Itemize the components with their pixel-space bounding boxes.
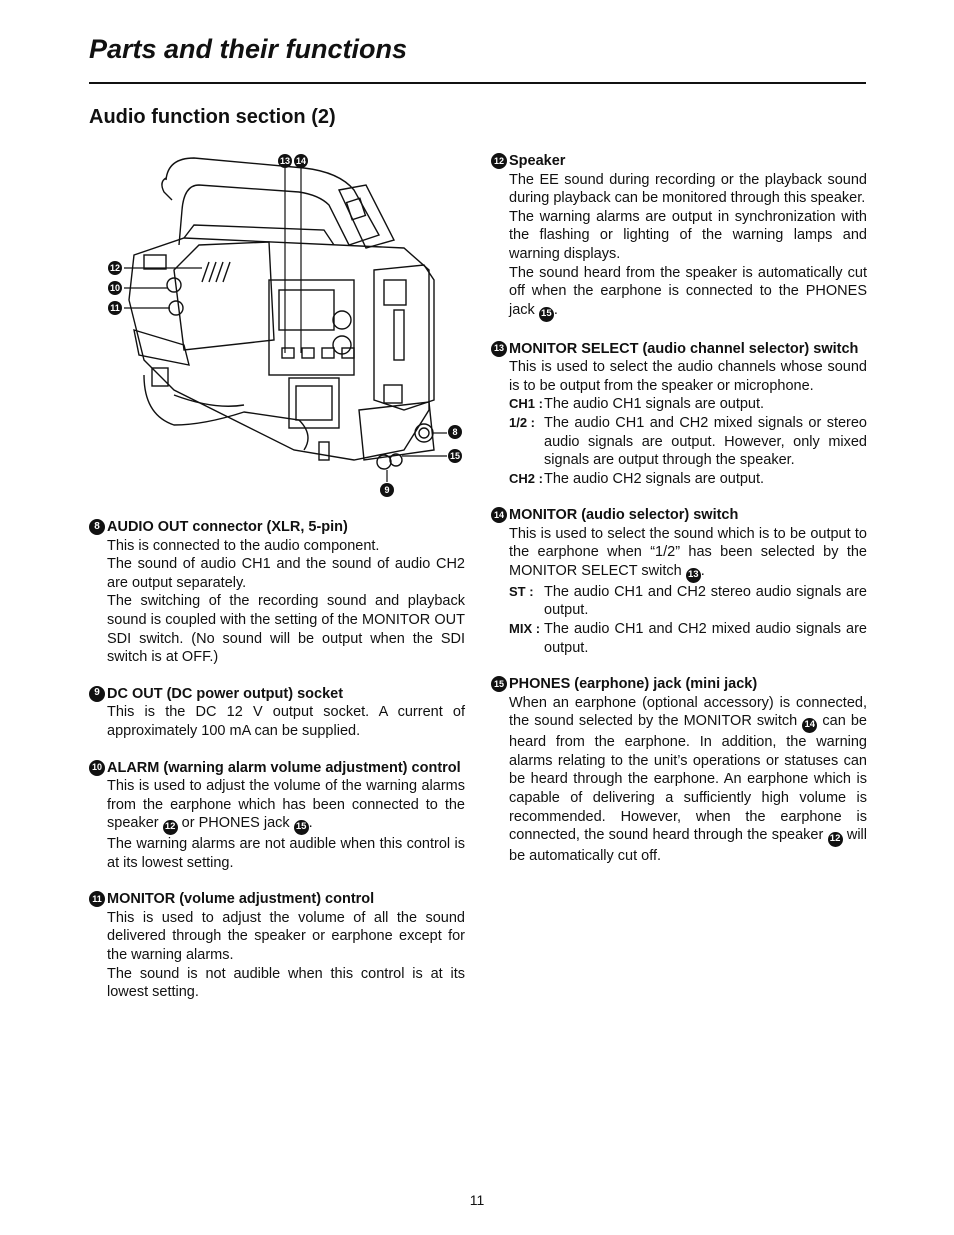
- item-paragraph: The switching of the recording sound and playback sound is coupled with the setting of the MONITOR OUT SDI switch. (No sound will be output when the SDI switch is at OFF.): [107, 593, 465, 666]
- item-paragraph: The warning alarms are not audible when this control is at its lowest setting.: [107, 836, 465, 871]
- item-paragraph: The EE sound during recording or the playback sound during playback can be monitored through this speaker.: [509, 171, 867, 207]
- callout-14: 14: [295, 156, 307, 166]
- camera-illustration: [104, 150, 470, 500]
- item-title: Speaker: [509, 153, 566, 169]
- item-number: 10: [89, 760, 105, 776]
- item-title: DC OUT (DC power output) socket: [107, 685, 344, 702]
- item-monitor-select: [491, 340, 867, 489]
- item-paragraph: This is the DC 12 V output socket. A current of approximately 100 mA can be supplied.: [107, 704, 465, 739]
- item-number: 13: [491, 341, 507, 357]
- item-paragraph: The sound is not audible when this control is at its lowest setting.: [107, 965, 465, 1001]
- ref-number: 12: [163, 820, 178, 835]
- left-column: [89, 518, 465, 1020]
- item-phones: [491, 675, 867, 865]
- callout-12: 12: [109, 263, 121, 273]
- item-paragraph: This is used to select the sound which is to be output to the earphone when “1/2” has been selected by the MONITOR SELECT switch 13 .: [509, 525, 867, 583]
- item-title: ALARM (warning alarm volume adjustment) control: [107, 759, 461, 776]
- item-number: 12: [491, 153, 507, 169]
- item-number: 8: [89, 519, 105, 535]
- ref-number: 15: [294, 820, 309, 835]
- item-number: 14: [491, 507, 507, 523]
- item-number: 11: [89, 891, 105, 907]
- page-number: 11: [469, 1192, 485, 1208]
- ref-number: 14: [802, 718, 817, 733]
- option-row: CH1 : The audio CH1 signals are output.: [509, 396, 765, 413]
- item-title: MONITOR SELECT (audio channel selector) switch: [509, 340, 859, 357]
- callout-8: 8: [452, 427, 458, 437]
- item-paragraph: The sound heard from the speaker is automatically cut off when the earphone is connected to the PHONES jack 15 .: [509, 264, 867, 322]
- item-paragraph: When an earphone (optional accessory) is connected, the sound selected by the MONITOR switch 14 can be heard from the earphone. In addition, the warning alarms relating to the unit’s operations or statuses can be heard through the earphone. An earphone which is capable of delivering a sufficiently high volume is recommended. However, when the earphone is connected, the sound heard through the speaker 12 will be automatically cut off.: [509, 694, 867, 864]
- item-alarm: [89, 759, 465, 873]
- section-title: Audio function section (2): [89, 106, 336, 128]
- callout-10: 10: [109, 283, 121, 293]
- item-number: 9: [89, 686, 105, 702]
- camera-drawing: [104, 150, 470, 500]
- item-paragraph: This is used to select the audio channels whose sound is to be output from the speaker or microphone.: [509, 359, 867, 394]
- item-monitor-volume: [89, 890, 465, 1002]
- option-row: ST : The audio CH1 and CH2 stereo audio signals are output.: [509, 583, 867, 619]
- item-paragraph: The sound of audio CH1 and the sound of audio CH2 are output separately.: [107, 556, 465, 591]
- page-title: Parts and their functions: [89, 34, 408, 64]
- ref-number: 12: [828, 832, 843, 847]
- callout-9: 9: [384, 485, 390, 495]
- callout-15: 15: [449, 451, 461, 461]
- item-title: PHONES (earphone) jack (mini jack): [509, 676, 758, 693]
- item-title: MONITOR (volume adjustment) control: [107, 891, 375, 908]
- option-row: MIX : The audio CH1 and CH2 mixed audio signals are output.: [509, 621, 867, 656]
- item-title: AUDIO OUT connector (XLR, 5-pin): [107, 519, 348, 535]
- option-row: CH2 : The audio CH2 signals are output.: [509, 470, 765, 487]
- item-monitor-switch: [491, 506, 867, 657]
- right-column: [491, 152, 867, 884]
- item-number: 15: [491, 676, 507, 692]
- item-paragraph: This is connected to the audio component.: [107, 537, 380, 554]
- ref-number: 15: [539, 307, 554, 322]
- item-title: MONITOR (audio selector) switch: [509, 507, 739, 524]
- item-audio-out: [89, 518, 465, 667]
- callout-11: 11: [110, 303, 120, 313]
- title-rule: [89, 82, 866, 84]
- item-speaker: [491, 152, 867, 322]
- item-paragraph: This is used to adjust the volume of all the sound delivered through the speaker or earphone except for the warning alarms.: [107, 909, 465, 964]
- item-paragraph: The warning alarms are output in synchronization with the flashing or lighting of the warning lamps and warning displays.: [509, 208, 867, 262]
- callout-13: 13: [279, 156, 291, 166]
- item-dc-out: [89, 685, 465, 741]
- item-paragraph: This is used to adjust the volume of the warning alarms from the earphone which has been connected to the speaker 12 or PHONES jack 15 .: [107, 777, 465, 835]
- option-row: 1/2 : The audio CH1 and CH2 mixed signals or stereo audio signals are output. However, only mixed signals are output through the speaker.: [509, 414, 867, 469]
- ref-number: 13: [686, 568, 701, 583]
